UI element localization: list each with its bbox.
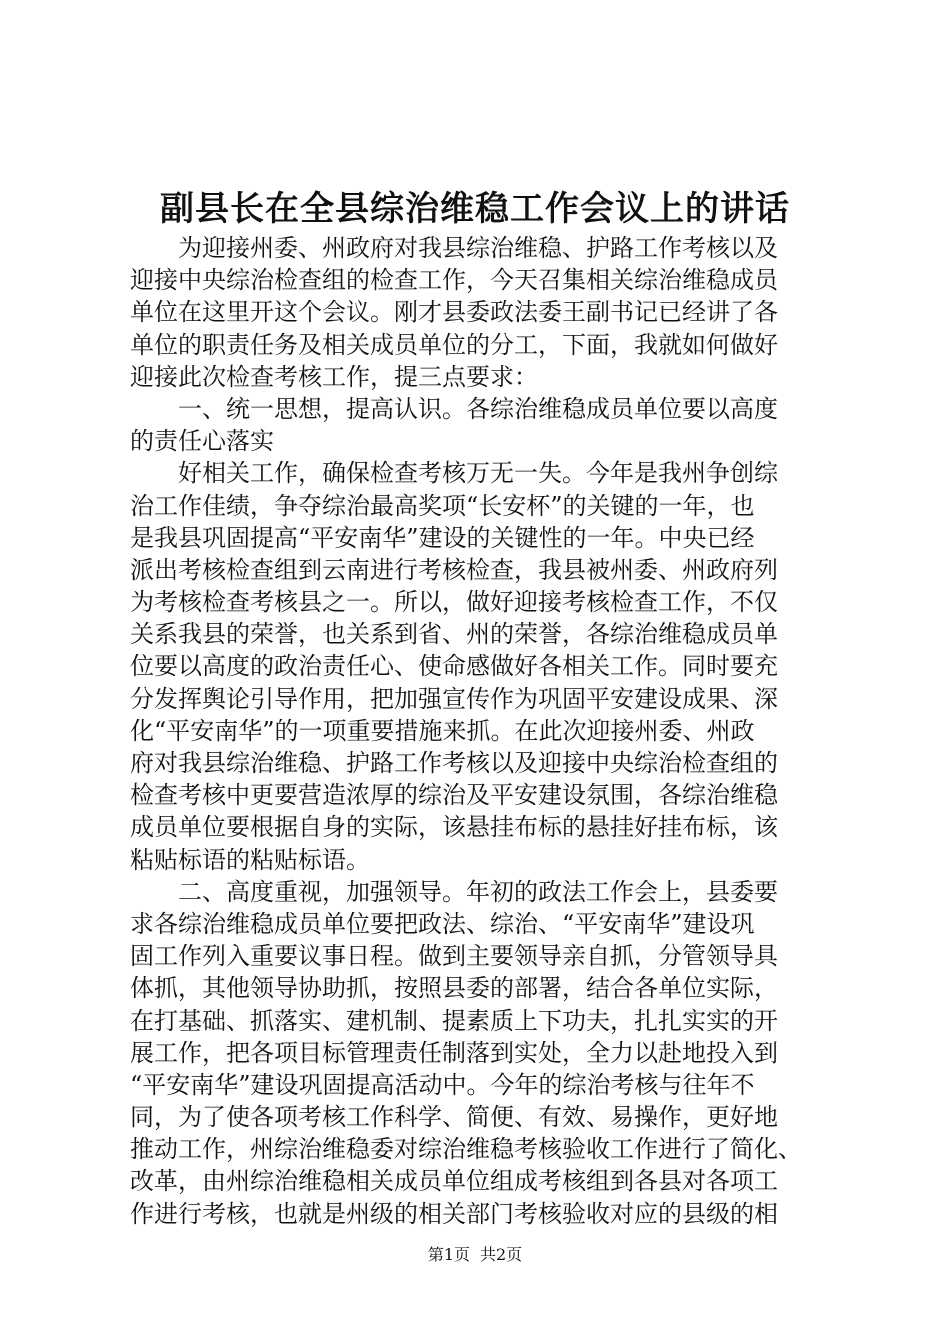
text-line: 迎接此次检查考核工作，提三点要求： <box>130 362 538 391</box>
text-line: 二、高度重视，加强领导。年初的政法工作会上，县委要 <box>178 877 778 906</box>
text-line: 改革，由州综治维稳相关成员单位组成考核组到各县对各项工 <box>130 1167 778 1196</box>
text-line: 固工作列入重要议事日程。做到主要领导亲自抓，分管领导具 <box>130 942 778 971</box>
text-line: 迎接中央综治检查组的检查工作，今天召集相关综治维稳成员 <box>130 266 778 295</box>
text-line: 检查考核中更要营造浓厚的综治及平安建设氛围，各综治维稳 <box>130 781 778 810</box>
text-line: 化“平安南华”的一项重要措施来抓。在此次迎接州委、州政 <box>130 716 755 745</box>
page-number-total: 共2页 <box>480 1245 523 1264</box>
text-line: 治工作佳绩，争夺综治最高奖项“长安杯”的关键的一年，也 <box>130 491 755 520</box>
text-line: 位要以高度的政治责任心、使命感做好各相关工作。同时要充 <box>130 652 778 681</box>
text-line: 同，为了使各项考核工作科学、简便、有效、易操作，更好地 <box>130 1103 778 1132</box>
text-line: 粘贴标语的粘贴标语。 <box>130 845 370 874</box>
text-line: 作进行考核，也就是州级的相关部门考核验收对应的县级的相 <box>130 1199 778 1228</box>
text-line: 求各综治维稳成员单位要把政法、综治、“平安南华”建设巩 <box>130 909 755 938</box>
text-line: 推动工作，州综治维稳委对综治维稳考核验收工作进行了简化、 <box>130 1135 802 1164</box>
text-line: 单位在这里开这个会议。刚才县委政法委王副书记已经讲了各 <box>130 298 778 327</box>
text-line: 展工作，把各项目标管理责任制落到实处，全力以赴地投入到 <box>130 1038 778 1067</box>
text-line: 派出考核检查组到云南进行考核检查，我县被州委、州政府列 <box>130 555 778 584</box>
text-line: 一、统一思想，提高认识。各综治维稳成员单位要以高度 <box>178 394 778 423</box>
text-line: 体抓，其他领导协助抓，按照县委的部署，结合各单位实际， <box>130 974 778 1003</box>
document-body <box>130 232 840 1230</box>
text-line: 是我县巩固提高“平安南华”建设的关键性的一年。中央已经 <box>130 523 755 552</box>
text-line: 关系我县的荣誉，也关系到省、州的荣誉，各综治维稳成员单 <box>130 620 778 649</box>
text-line: 好相关工作，确保检查考核万无一失。今年是我州争创综 <box>178 459 778 488</box>
text-line: 府对我县综治维稳、护路工作考核以及迎接中央综治检查组的 <box>130 749 778 777</box>
text-line: 分发挥舆论引导作用，把加强宣传作为巩固平安建设成果、深 <box>130 684 778 713</box>
text-line: 成员单位要根据自身的实际，该悬挂布标的悬挂好挂布标，该 <box>130 813 778 842</box>
text-line: 单位的职责任务及相关成员单位的分工，下面，我就如何做好 <box>130 330 778 359</box>
page-footer <box>0 1244 950 1266</box>
text-line: 在打基础、抓落实、建机制、提素质上下功夫，扎扎实实的开 <box>130 1006 778 1035</box>
text-line: 为迎接州委、州政府对我县综治维稳、护路工作考核以及 <box>178 234 778 262</box>
page-number-current: 第1页 <box>427 1245 470 1264</box>
text-line: 的责任心落实 <box>130 427 274 456</box>
text-line: 为考核检查考核县之一。所以，做好迎接考核检查工作，不仅 <box>130 588 778 617</box>
document-title: 副县长在全县综治维稳工作会议上的讲话 <box>160 189 790 229</box>
text-line: “平安南华”建设巩固提高活动中。今年的综治考核与往年不 <box>130 1070 755 1099</box>
